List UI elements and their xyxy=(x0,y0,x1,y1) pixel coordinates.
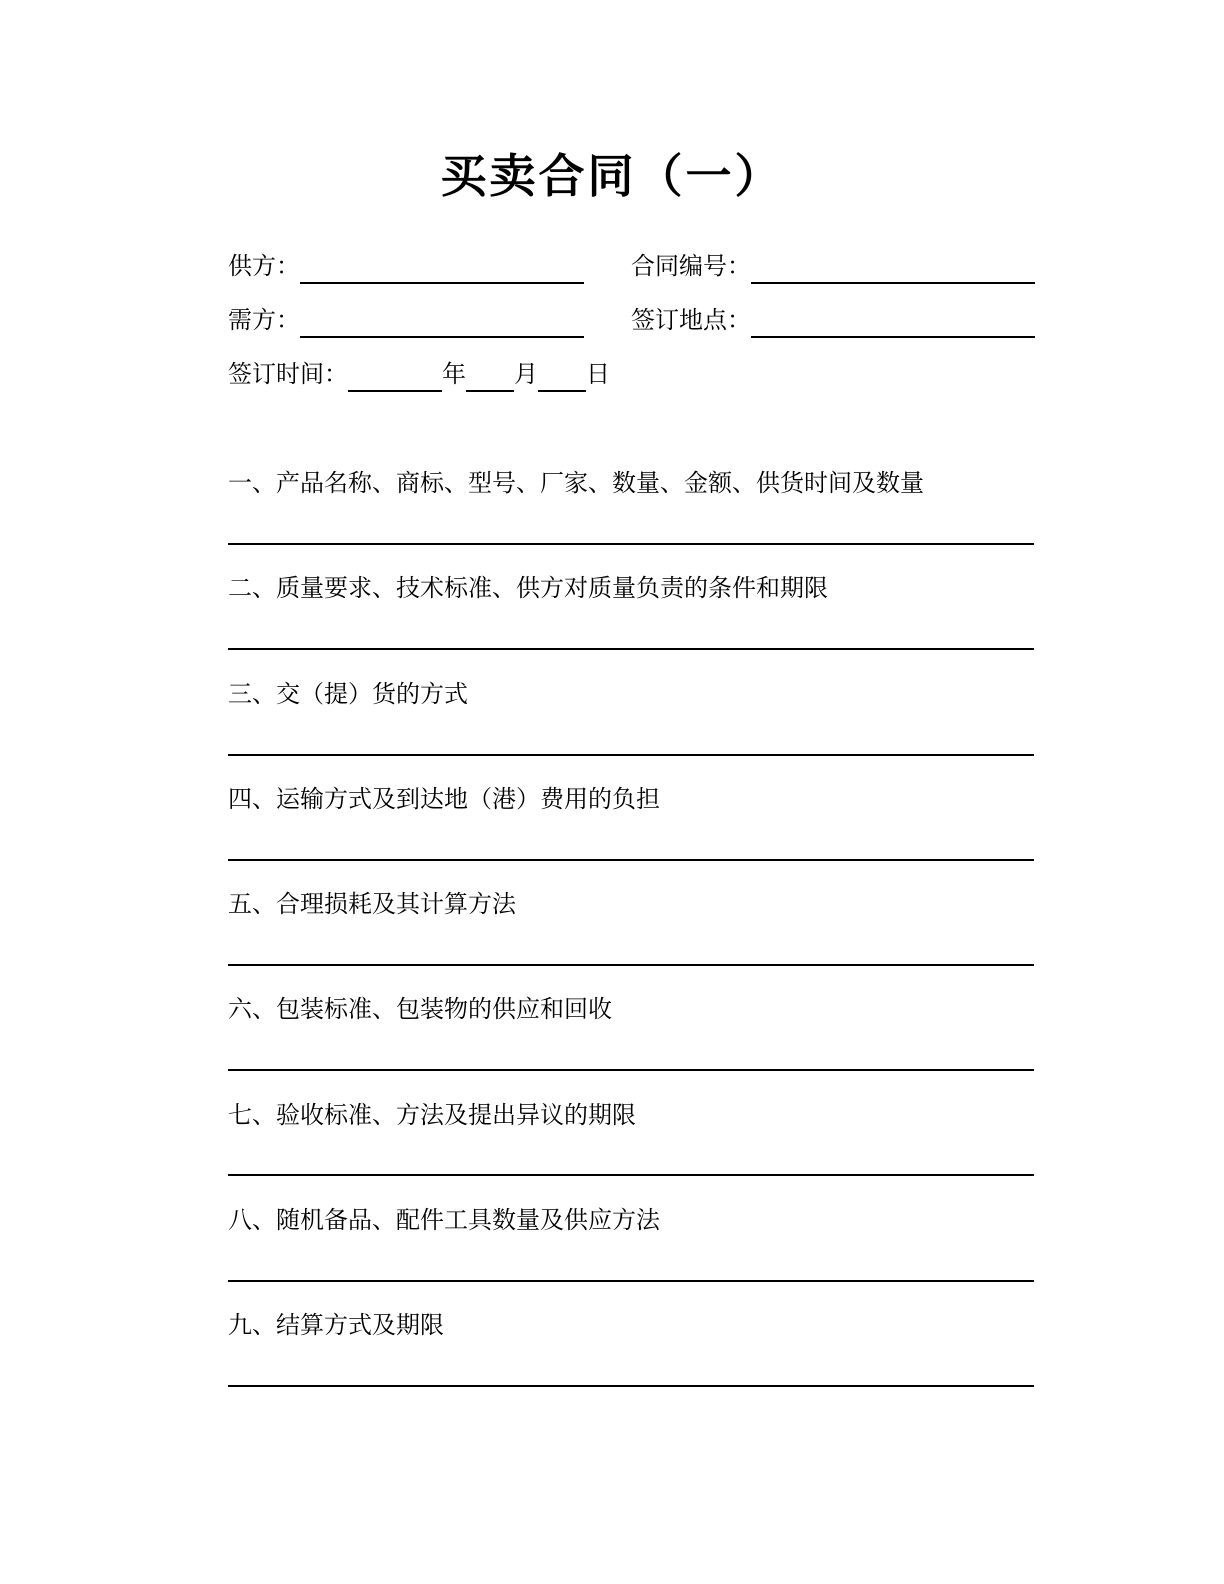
sign-place-blank[interactable] xyxy=(751,306,1035,338)
section-4-title: 四、运输方式及到达地（港）费用的负担 xyxy=(228,785,660,813)
supplier-field xyxy=(228,248,584,284)
section-3-answer-line[interactable] xyxy=(228,754,1034,756)
buyer-label: 需方： xyxy=(228,306,300,334)
section-2-title: 二、质量要求、技术标准、供方对质量负责的条件和期限 xyxy=(228,574,828,602)
contract-no-blank[interactable] xyxy=(751,252,1035,284)
section-4-answer-line[interactable] xyxy=(228,859,1034,861)
section-9-answer-line[interactable] xyxy=(228,1385,1034,1387)
contract-no-label: 合同编号： xyxy=(631,252,751,280)
section-1-title: 一、产品名称、商标、型号、厂家、数量、金额、供货时间及数量 xyxy=(228,469,924,497)
sign-place-field xyxy=(631,302,1035,338)
sign-time-field xyxy=(228,356,610,392)
day-blank[interactable] xyxy=(538,360,586,392)
section-1-answer-line[interactable] xyxy=(228,543,1034,545)
section-9-title: 九、结算方式及期限 xyxy=(228,1311,444,1339)
buyer-blank[interactable] xyxy=(300,306,584,338)
sign-place-label: 签订地点： xyxy=(631,306,751,334)
supplier-blank[interactable] xyxy=(300,252,584,284)
month-label: 月 xyxy=(514,360,538,388)
day-label: 日 xyxy=(586,360,610,388)
section-6-answer-line[interactable] xyxy=(228,1069,1034,1071)
buyer-field xyxy=(228,302,584,338)
section-5-title: 五、合理损耗及其计算方法 xyxy=(228,890,516,918)
section-6-title: 六、包装标准、包装物的供应和回收 xyxy=(228,995,612,1023)
section-3-title: 三、交（提）货的方式 xyxy=(228,680,468,708)
section-5-answer-line[interactable] xyxy=(228,964,1034,966)
section-7-answer-line[interactable] xyxy=(228,1174,1034,1176)
year-blank[interactable] xyxy=(348,360,442,392)
year-label: 年 xyxy=(442,360,466,388)
contract-no-field xyxy=(631,248,1035,284)
document-title: 买卖合同（一） xyxy=(440,149,784,203)
section-8-title: 八、随机备品、配件工具数量及供应方法 xyxy=(228,1206,660,1234)
month-blank[interactable] xyxy=(466,360,514,392)
supplier-label: 供方： xyxy=(228,252,300,280)
section-7-title: 七、验收标准、方法及提出异议的期限 xyxy=(228,1101,636,1129)
section-2-answer-line[interactable] xyxy=(228,648,1034,650)
section-8-answer-line[interactable] xyxy=(228,1280,1034,1282)
sign-time-label: 签订时间： xyxy=(228,360,348,388)
